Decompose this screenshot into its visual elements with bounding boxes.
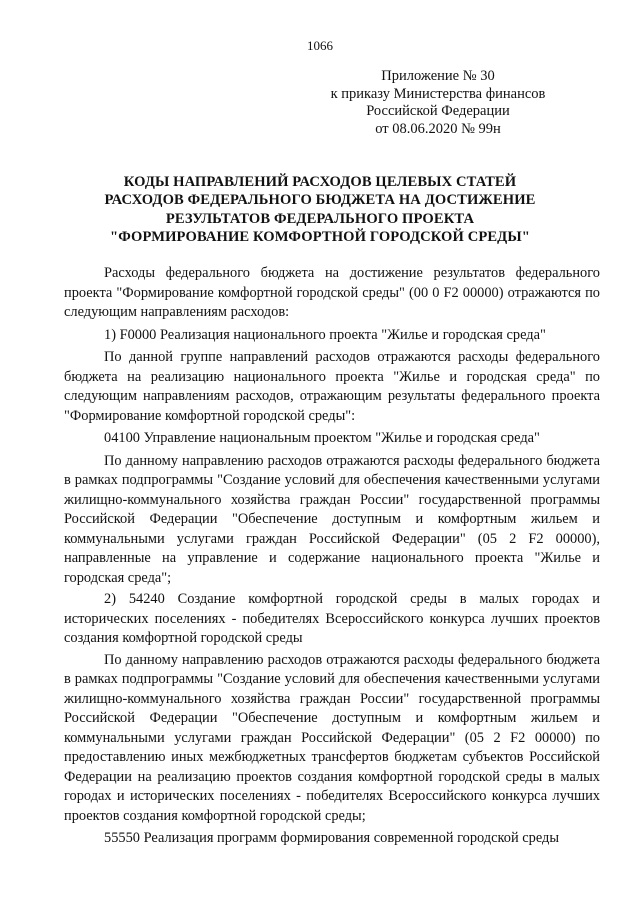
expense-item-heading: 2) 54240 Создание комфортной городской среды в малых городах и исторических поселениях - победителях Всероссийского конкурса лучших проектов создания комфортной городской среды [64, 591, 600, 646]
appendix-line: Приложение № 30 [381, 68, 495, 84]
title-line: КОДЫ НАПРАВЛЕНИЙ РАСХОДОВ ЦЕЛЕВЫХ СТАТЕЙ [123, 174, 517, 190]
body-paragraph: По данной группе направлений расходов отражаются расходы федерального бюджета на реализацию национального проекта "Жилье и городская среда" по следующим направлениям расходов, отражающим результаты федерального проекта "Формирование комфортной городской среды": [64, 349, 600, 424]
expense-item-heading: 1) F0000 Реализация национального проекта "Жилье и городская среда" [104, 326, 546, 343]
intro-paragraph: Расходы федерального бюджета на достижение результатов федерального проекта "Формирование комфортной городской среды" (00 0 F2 00000) отражаются по следующим направлениям расходов: [64, 265, 600, 320]
appendix-line: к приказу Министерства финансов [330, 85, 546, 102]
body-paragraph: По данному направлению расходов отражаются расходы федерального бюджета в рамках подпрограммы "Создание условий для обеспечения качественными услугами жилищно-коммунального хозяйства граждан России" государственной программы Российской Федерации "Обеспечение доступным и комфортным жильем и коммунальными услугами граждан Российской Федерации" (05 2 F2 00000) по предоставлению иных межбюджетных трансфертов бюджетам субъектов Российской Федерации на реализацию проектов создания комфортной городской среды в малых городах и исторических поселениях - победителях Всероссийского конкурса лучших проектов создания комфортной городской среды; [64, 651, 600, 824]
title-line: "ФОРМИРОВАНИЕ КОМФОРТНОЙ ГОРОДСКОЙ СРЕДЫ" [110, 229, 530, 246]
document-title [60, 173, 580, 247]
appendix-line: Российской Федерации [366, 103, 510, 120]
appendix-header [308, 68, 568, 138]
appendix-line: от 08.06.2020 № 99н [375, 120, 501, 137]
title-line: РЕЗУЛЬТАТОВ ФЕДЕРАЛЬНОГО ПРОЕКТА [165, 210, 475, 227]
document-body [64, 264, 600, 852]
expense-item-heading: 04100 Управление национальным проектом "Жилье и городская среда" [104, 430, 540, 446]
title-line: РАСХОДОВ ФЕДЕРАЛЬНОГО БЮДЖЕТА НА ДОСТИЖЕНИЕ [104, 192, 536, 209]
body-paragraph: По данному направлению расходов отражаются расходы федерального бюджета в рамках подпрограммы "Создание условий для обеспечения качественными услугами жилищно-коммунального хозяйства граждан России" государственной программы Российской Федерации "Обеспечение доступным и комфортным жильем и коммунальными услугами граждан Российской Федерации" (05 2 F2 00000), направленные на управление и содержание национального проекта "Жилье и городская среда"; [64, 452, 600, 586]
page-number: 1066 [307, 38, 333, 53]
expense-item-heading: 55550 Реализация программ формирования современной городской среды [104, 830, 560, 846]
